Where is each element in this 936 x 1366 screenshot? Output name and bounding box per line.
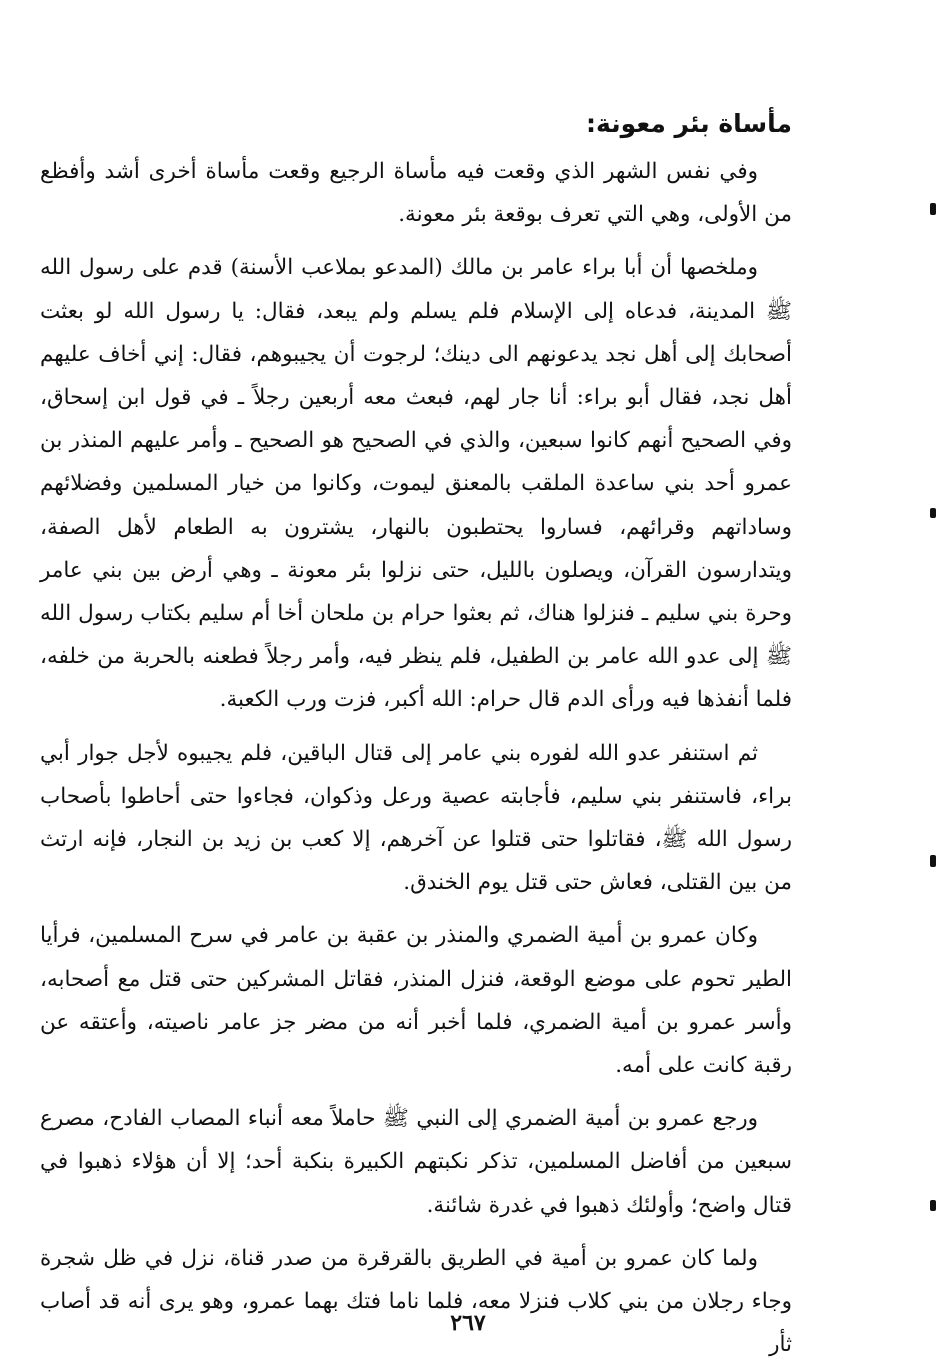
page-body bbox=[40, 96, 792, 1358]
paragraph-6: ولما كان عمرو بن أمية في الطريق بالقرقرة من صدر قناة، نزل في ظل شجرة وجاء رجلان من بني كلاب فنزلا معه، فلما ناما فتك بهما عمرو، وهو يرى أنه قد أصاب ثأر bbox=[40, 1245, 792, 1358]
scan-edge-mark bbox=[930, 508, 936, 518]
paragraph-5: ورجع عمرو بن أمية الضمري إلى النبي ﷺ حاملاً معه أنباء المصاب الفادح، مصرع سبعين من أفاضل المسلمين، تذكر نكبتهم الكبيرة بنكبة أحد؛ إلا أن هؤلاء ذهبوا في قتال واضح؛ وأولئك ذهبوا في غدرة شائنة. bbox=[40, 1106, 792, 1218]
page-number: ٢٦٧ bbox=[450, 1310, 486, 1336]
scan-edge-mark bbox=[930, 855, 936, 867]
scan-edge-mark bbox=[930, 1200, 936, 1211]
paragraph-3: ثم استنفر عدو الله لفوره بني عامر إلى قتال الباقين، فلم يجيبوه لأجل جوار أبي براء، فاستنفر بني سليم، فأجابته عصية ورعل وذكوان، فجاءوا حتى أحاطوا بأصحاب رسول الله ﷺ، فقاتلوا حتى قتلوا عن آخرهم، إلا كعب بن زيد بن النجار، فإنه ارتث من بين القتلى، فعاش حتى قتل يوم الخندق. bbox=[40, 740, 792, 896]
paragraph-4: وكان عمرو بن أمية الضمري والمنذر بن عقبة بن عامر في سرح المسلمين، فرأيا الطير تحوم على موضع الوقعة، فنزل المنذر، فقاتل المشركين حتى قتل مع أصحابه، وأسر عمرو بن أمية الضمري، فلما أخبر أنه من مضر جز عامر ناصيته، وأعتقه عن رقبة كانت على أمه. bbox=[40, 923, 792, 1079]
paragraph-2: وملخصها أن أبا براء عامر بن مالك (المدعو بملاعب الأسنة) قدم على رسول الله ﷺ المدينة، فدعاه إلى الإسلام فلم يسلم ولم يبعد، فقال: يا رسول الله لو بعثت أصحابك إلى أهل نجد يدعونهم الى دينك؛ لرجوت أن يجيبوهم، فقال: إني أخاف عليهم أهل نجد، فقال أبو براء: أنا جار لهم، فبعث معه أربعين رجلاً ـ في قول ابن إسحاق، وفي الصحيح أنهم كانوا سبعين، والذي في الصحيح هو الصحيح ـ وأمر عليهم المنذر بن عمرو أحد بني ساعدة الملقب بالمعنق ليموت، وكانوا من خيار المسلمين وفضلائهم وساداتهم وقرائهم، فساروا يحتطبون بالنهار، يشترون به الطعام لأهل الصفة، ويتدارسون القرآن، ويصلون بالليل، حتى نزلوا بئر معونة ـ وهي أرض بين بني عامر وحرة بني سليم ـ فنزلوا هناك، ثم بعثوا حرام بن ملحان أخا أم سليم بكتاب رسول الله ﷺ إلى عدو الله عامر بن الطفيل، فلم ينظر فيه، وأمر رجلاً فطعنه بالحربة من خلفه، فلما أنفذها فيه ورأى الدم قال حرام: الله أكبر، فزت ورب الكعبة. bbox=[40, 255, 792, 713]
paragraph-1: وفي نفس الشهر الذي وقعت فيه مأساة الرجيع وقعت مأساة أخرى أشد وأفظع من الأولى، وهي التي تعرف بوقعة بئر معونة. bbox=[40, 159, 792, 228]
scan-edge-mark bbox=[930, 203, 936, 215]
section-heading: مأساة بئر معونة: bbox=[586, 109, 792, 138]
